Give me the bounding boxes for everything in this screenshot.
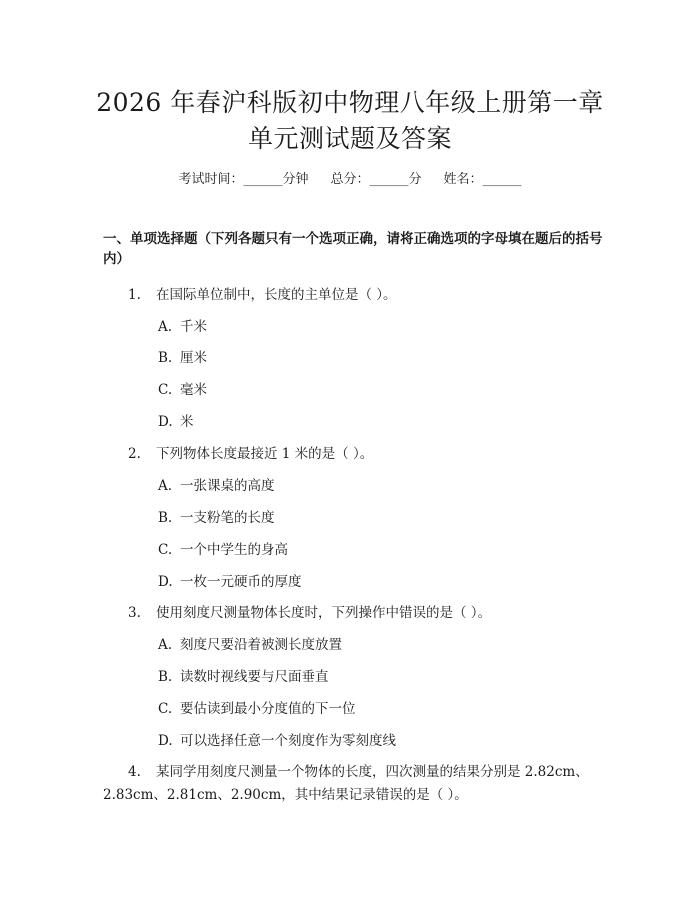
document-title-line2: 单元测试题及答案	[247, 124, 452, 153]
option-letter: C.	[158, 542, 173, 558]
total-score-unit: 分	[408, 172, 422, 187]
question-text: 下列物体长度最接近 1 米的是（ ）。	[156, 446, 374, 462]
question-2-option-d	[158, 570, 302, 590]
question-text-line1: 某同学用刻度尺测量一个物体的长度，四次测量的结果分别是 2.82cm、	[156, 764, 589, 780]
question-2-option-c	[158, 538, 288, 558]
total-score-label: 总分：	[330, 172, 370, 187]
question-3	[128, 601, 491, 621]
option-text: 可以选择任意一个刻度作为零刻度线	[180, 733, 396, 749]
option-letter: D.	[158, 733, 173, 749]
name-blank: ______	[482, 172, 522, 187]
option-text: 读数时视线要与尺面垂直	[180, 669, 329, 685]
option-letter: A.	[158, 637, 173, 653]
option-text: 刻度尺要沿着被测长度放置	[180, 637, 342, 653]
section1-heading: 一、单项选择题（下列各题只有一个选项正确，请将正确选项的字母填在题后的括号内）	[103, 231, 603, 267]
option-letter: D.	[158, 414, 173, 430]
exam-time-blank: ______	[243, 172, 283, 187]
option-letter: A.	[158, 478, 173, 494]
option-text: 一张课桌的高度	[180, 478, 275, 494]
question-number: 4.	[128, 764, 141, 780]
question-1-option-b	[158, 346, 207, 366]
option-letter: C.	[158, 382, 173, 398]
exam-time-label: 考试时间：	[178, 172, 244, 187]
option-text: 一支粉笔的长度	[180, 510, 275, 526]
option-text: 厘米	[180, 350, 207, 366]
question-1-option-d	[158, 410, 194, 430]
question-4	[128, 760, 589, 780]
question-4-continued	[103, 783, 468, 803]
question-2	[128, 442, 373, 462]
option-letter: B.	[158, 669, 173, 685]
exam-time-unit: 分钟	[282, 172, 309, 187]
exam-info-line	[0, 168, 700, 187]
question-3-option-c	[158, 697, 356, 717]
option-text: 一个中学生的身高	[180, 542, 288, 558]
question-number: 2.	[128, 446, 141, 462]
question-number: 1.	[128, 287, 141, 303]
option-letter: B.	[158, 510, 173, 526]
option-text: 千米	[180, 319, 207, 335]
question-text: 使用刻度尺测量物体长度时，下列操作中错误的是（ ）。	[156, 605, 492, 621]
total-score-blank: ______	[369, 172, 409, 187]
question-3-option-a	[158, 633, 342, 653]
name-label: 姓名：	[443, 172, 483, 187]
option-letter: A.	[158, 319, 173, 335]
option-letter: B.	[158, 350, 173, 366]
question-1-option-a	[158, 315, 207, 335]
question-3-option-b	[158, 665, 329, 685]
option-letter: D.	[158, 574, 173, 590]
question-3-option-d	[158, 729, 396, 749]
option-text: 米	[180, 414, 194, 430]
question-number: 3.	[128, 605, 141, 621]
option-text: 毫米	[180, 382, 207, 398]
question-2-option-a	[158, 474, 275, 494]
question-1-option-c	[158, 378, 207, 398]
option-text: 一枚一元硬币的厚度	[180, 574, 302, 590]
document-title-line1: 2026 年春沪科版初中物理八年级上册第一章	[96, 88, 604, 117]
question-text-line2: 2.83cm、2.81cm、2.90cm，其中结果记录错误的是（ ）。	[103, 787, 468, 803]
question-2-option-b	[158, 506, 275, 526]
question-text: 在国际单位制中，长度的主单位是（ ）。	[156, 287, 397, 303]
question-1	[128, 283, 397, 303]
option-letter: C.	[158, 701, 173, 717]
option-text: 要估读到最小分度值的下一位	[180, 701, 356, 717]
